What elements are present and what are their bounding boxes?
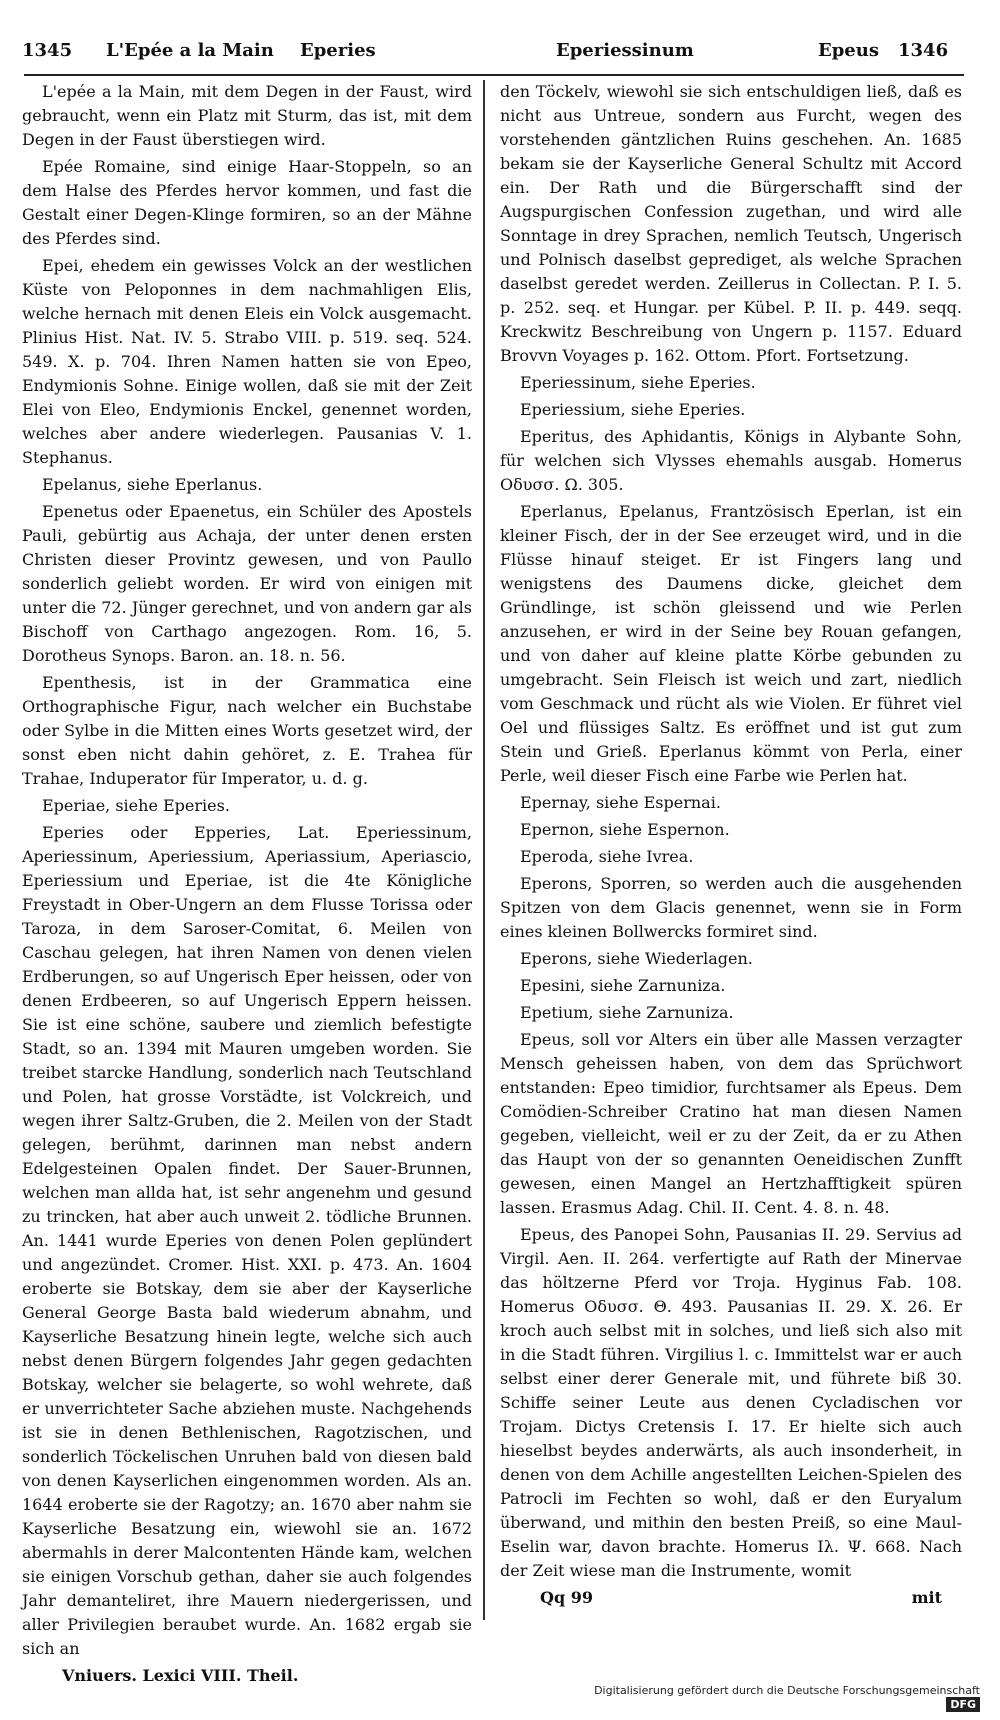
entry-epeus-verzagt: Epeus, soll vor Alters ein über alle Massen verzagter Mensch geheissen haben, von dem das Sprüchwort entstanden: Epeo timidior, furchtsamer als Epeus. Dem Comödien-Schreiber Cratino hat man diesen Namen gegeben, vielleicht, weil er zu der Zeit, da er zu Athen das Haupt von der so genannten Oeneidischen Zunfft gewesen, einen Mangel an Hertzhafftigkeit spüren lassen. Erasmus Adag. Chil. II. Cent. 4. 8. n. 48. (500, 1030, 962, 1217)
entry-epernay: Epernay, siehe Espernai. (520, 793, 721, 812)
entry-eperies-continued: den Töckelv, wiewohl sie sich entschuldigen ließ, daß es nicht aus Untreue, sondern aus Furcht, wegen des vorstehenden gäntzlichen Ruins geschehen. An. 1685 bekam sie der Kayserliche General Schultz mit Accord ein. Der Rath und die Bürgerschafft sind der Augspurgischen Confession zugethan, und wird alle Sonntage in drey Sprachen, nemlich Teutsch, Ungerisch und Polnisch daselbst geprediget, als welche Sprachen daselbst geredet werden. Zeillerus in Collectan. P. I. 5. p. 252. seq. et Hungar. per Kübel. P. II. p. 449. seqq. Kreckwitz Beschreibung von Ungern p. 1157. Eduard Brovvn Voyages p. 162. Ottom. Pfort. Fortsetzung. (500, 82, 962, 365)
entry-eperlanus: Eperlanus, Epelanus, Frantzösisch Eperlan, ist ein kleiner Fisch, der in der See erzeuget wird, und in die Flüsse hinauf steiget. Er ist Fingers lang und wenigstens des Daumens dicke, gleichet dem Gründlinge, ist schön gleissend und wie Perlen anzusehen, er wird in der Seine bey Rouan gefangen, und von daher auf kleine platte Körbe gebunden zu umgebracht. Sein Fleisch ist weich und zart, niedlich vom Geschmack und rücht als wie Violen. Er führet viel Oel und flüssiges Saltz. Es eröffnet und ist gut zum Stein und Grieß. Eperlanus kömmt von Perla, einer Perle, weil dieser Fisch eine Farbe wie Perlen hat. (500, 502, 962, 785)
signature-marks (500, 1586, 962, 1610)
left-center-word: Eperies (300, 40, 376, 61)
footer-text: Digitalisierung gefördert durch die Deutsche Forschungsgemeinschaft (594, 1684, 980, 1697)
header-rule (24, 74, 964, 76)
entry-epee-a-la-main: L'epée a la Main, mit dem Degen in der Faust, wird gebraucht, wenn ein Platz mit Sturm, das ist, mit dem Degen in der Faust überstiegen wird. (22, 82, 472, 149)
right-headword: Epeus (818, 40, 879, 61)
digitization-footer (560, 1684, 980, 1712)
right-column (500, 80, 962, 1613)
entry-epelanus: Epelanus, siehe Eperlanus. (42, 475, 263, 494)
left-page-number: 1345 (22, 40, 73, 61)
left-column (22, 80, 472, 1691)
entry-epeus-panopei: Epeus, des Panopei Sohn, Pausanias II. 29. Servius ad Virgil. Aen. II. 264. verfertigte auf Rath der Minervae das höltzerne Pferd vor Troja. Hyginus Fab. 108. Homerus Οδυσσ. Θ. 493. Pausanias II. 29. X. 26. Er kroch auch selbst mit in solches, und ließ sich also mit in die Stadt führen. Virgilius l. c. Immittelst war er auch selbst einer derer Generale mit, und führete biß 30. Schiffe seiner Leute aus denen Cycladischen vor Trojam. Dictys Cretensis I. 17. Er hielte sich auch hieselbst beydes anderwärts, als auch insonderheit, in denen von dem Achille angestellten Leichen-Spielen des Patrocli im Fechten so wohl, daß er den Euryalum überwand, und mithin den besten Preiß, so eine Maul-Eselin war, davon brachte. Homerus Iλ. Ψ. 668. Nach der Zeit wiese man die Instrumente, womit (500, 1225, 962, 1580)
right-page-number: 1346 (898, 40, 949, 61)
entry-epenthesis: Epenthesis, ist in der Grammatica eine Orthographische Figur, nach welcher ein Buchstabe oder Sylbe in die Mitten eines Worts gesetzet wird, der sonst eben nicht dahin gehöret, z. E. Trahea für Trahae, Induperator für Imperator, u. d. g. (22, 673, 472, 788)
entry-epetium: Epetium, siehe Zarnuniza. (520, 1003, 734, 1022)
entry-epei: Epei, ehedem ein gewisses Volck an der westlichen Küste von Peloponnes in dem nachmahligen Elis, welche hernach mit denen Eleis ein Volck ausgemacht. Plinius Hist. Nat. IV. 5. Strabo VIII. p. 519. seq. 524. 549. X. p. 704. Ihren Namen hatten sie von Epeo, Endymionis Sohne. Einige wollen, daß sie mit der Zeit Elei von Eleo, Endymionis Enckel, genennet worden, welches aber andere wiederlegen. Pausanias V. 1. Stephanus. (22, 256, 472, 467)
right-center-word: Eperiessinum (556, 40, 694, 61)
dfg-logo: DFG (946, 1697, 980, 1712)
signature-line (22, 1664, 472, 1688)
entry-epernon: Epernon, siehe Espernon. (520, 820, 730, 839)
entry-eperoda: Eperoda, siehe Ivrea. (520, 847, 694, 866)
left-headword: L'Epée a la Main (106, 40, 274, 61)
entry-eperitus: Eperitus, des Aphidantis, Königs in Alybante Sohn, für welchen sich Vlysses ehemahls ausgab. Homerus Οδυσσ. Ω. 305. (500, 427, 962, 494)
entry-eperies: Eperies oder Epperies, Lat. Eperiessinum, Aperiessinum, Aperiessium, Aperiassium, Aperiascio, Eperiessium und Eperiae, ist die 4te Königliche Freystadt in Ober-Ungern an dem Flusse Torissa oder Taroza, in dem Saroser-Comitat, 6. Meilen von Caschau gelegen, hat ihren Namen von denen vielen Erdberungen, so auf Ungerisch Eper heissen, oder von denen Erdbeeren, so auf Ungerisch Eppern heissen. Sie ist eine schöne, saubere und ziemlich befestigte Stadt, so an. 1394 mit Mauren umgeben worden. Sie treibet starcke Handlung, sonderlich nach Teutschland und Polen, hat grosse Vorstädte, ist Volckreich, und wegen ihrer Saltz-Gruben, die 2. Meilen von der Stadt gelegen, berühmt, darinnen man nebst andern Edelgesteinen Opalen findet. Der Sauer-Brunnen, welchen man allda hat, ist sehr angenehm und gesund zu trincken, hat aber auch unweit 2. tödliche Brunnen. An. 1441 wurde Eperies von denen Polen geplündert und angezündet. Cromer. Hist. XXI. p. 473. An. 1604 eroberte sie Botskay, dem sie aber der Kayserliche General George Basta bald wiederum abnahm, und Kayserliche Besatzung hinein legte, welche sich auch nebst denen Bürgern folgendes Jahr gegen gedachten Botskay, welcher sie belagerte, so wohl wehrete, daß er unverrichteter Sache abziehen muste. Nachgehends ist sie in denen Bethlenischen, Ragotzischen, und sonderlich Töckelischen Unruhen bald von diesen bald von denen Kayserlichen eingenommen worden. Als an. 1644 eroberte sie der Ragotzy; an. 1670 aber nahm sie Kayserliche Besatzung ein, wiewohl sie an. 1672 abermahls in derer Malcontenten Hände kam, welchen sie einigen Vorschub gethan, daher sie auch folgendes Jahr demanteliret, ihre Mauern niedergerissen, und aller Privilegien beraubet wurde. An. 1682 ergab sie sich an (22, 823, 472, 1658)
running-header (22, 34, 962, 74)
entry-eperiessium: Eperiessium, siehe Eperies. (520, 400, 746, 419)
entry-epee-romaine: Epée Romaine, sind einige Haar-Stoppeln, so an dem Halse des Pferdes hervor kommen, und fast die Gestalt einer Degen-Klinge formiren, so an der Mähne des Pferdes sind. (22, 157, 472, 248)
entry-eperons-wiederlagen: Eperons, siehe Wiederlagen. (520, 949, 753, 968)
entry-eperiae: Eperiae, siehe Eperies. (42, 796, 230, 815)
catchword: mit (911, 1588, 942, 1607)
entry-eperiessinum: Eperiessinum, siehe Eperies. (520, 373, 756, 392)
entry-epesini: Epesini, siehe Zarnuniza. (520, 976, 726, 995)
entry-eperons-sporren: Eperons, Sporren, so werden auch die ausgehenden Spitzen von dem Glacis genennet, wenn sie in Form eines kleinen Bollwercks formiret sind. (500, 874, 962, 941)
entry-epenetus: Epenetus oder Epaenetus, ein Schüler des Apostels Pauli, gebürtig aus Achaja, der unter denen ersten Christen dieser Provintz gewesen, und von Paullo sonderlich geliebt worden. Er wird von einigen mit unter die 72. Jünger gerechnet, und von andern gar als Bischoff von Carthago angezogen. Rom. 16, 5. Dorotheus Synops. Baron. an. 18. n. 56. (22, 502, 472, 665)
signature-label: Vniuers. Lexici VIII. Theil. (62, 1666, 299, 1685)
column-divider (483, 80, 485, 1620)
signature-mark: Qq 99 (540, 1588, 593, 1607)
